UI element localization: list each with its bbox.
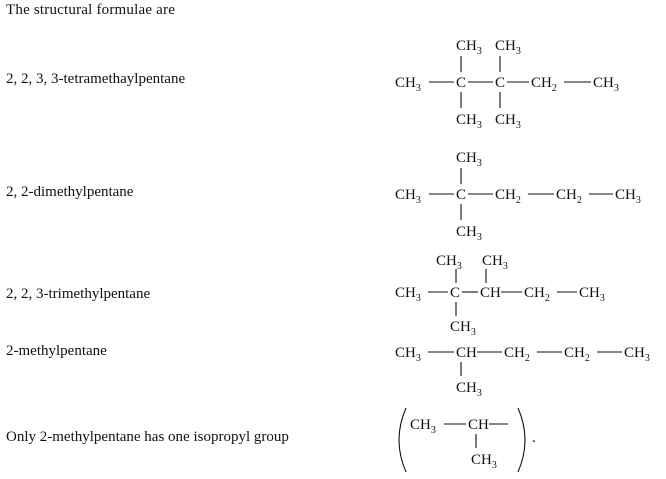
formula-3-top-group-2: $CH_3$ — [482, 253, 508, 272]
formula-3-main-group-2: C — [450, 285, 461, 301]
structural-formula-2 — [390, 142, 660, 247]
formula-1-main-group-3: C — [495, 75, 506, 91]
formula-4-main-group-3: $CH_2$ — [504, 345, 530, 364]
compound-name-3: 2, 2, 3-trimethylpentane — [6, 286, 151, 302]
isopropyl-main-group-2: CH — [468, 417, 489, 433]
formula-2-main-group-2: C — [456, 187, 467, 203]
formula-2-main-group-5: $CH_3$ — [615, 187, 641, 206]
formula-3-top-group-1: $CH_3$ — [436, 253, 462, 272]
formula-4-main-group-5: $CH_3$ — [624, 345, 650, 364]
formula-4-main-group-2: CH — [456, 345, 477, 361]
compound-name-1: 2, 2, 3, 3-tetramethaylpentane — [6, 71, 186, 87]
formula-3-main-group-3: CH — [480, 285, 501, 301]
formula-period: . — [532, 430, 536, 446]
conclusion-text: Only 2-methylpentane has one isopropyl group — [6, 429, 289, 445]
formula-2-main-group-1: $CH_3$ — [395, 187, 421, 206]
formula-2-bottom-group-1: $CH_3$ — [456, 224, 482, 243]
structural-formula-3 — [390, 245, 650, 345]
formula-3-main-group-1: $CH_3$ — [395, 285, 421, 304]
formula-2-main-group-4: $CH_2$ — [556, 187, 582, 206]
formula-3-bottom-group-1: $CH_3$ — [450, 319, 476, 338]
formula-3-main-group-5: $CH_3$ — [579, 285, 605, 304]
compound-name-4: 2-methylpentane — [6, 343, 107, 359]
formula-4-bottom-group-1: $CH_3$ — [456, 380, 482, 399]
left-parenthesis — [399, 408, 406, 472]
formula-4-main-group-1: $CH_3$ — [395, 345, 421, 364]
formula-1-top-group-1: $CH_3$ — [456, 38, 482, 57]
formula-4-main-group-4: $CH_2$ — [564, 345, 590, 364]
structural-formula-4 — [390, 332, 664, 402]
formula-1-bottom-group-1: $CH_3$ — [456, 112, 482, 131]
formula-1-main-group-4: $CH_2$ — [531, 75, 557, 94]
compound-name-2: 2, 2-dimethylpentane — [6, 184, 134, 200]
formula-2-main-group-3: $CH_2$ — [495, 187, 521, 206]
isopropyl-bottom-group-1: $CH_3$ — [471, 452, 497, 471]
formula-1-main-group-1: $CH_3$ — [395, 75, 421, 94]
isopropyl-formula — [392, 404, 562, 479]
formula-1-bottom-group-2: $CH_3$ — [495, 112, 521, 131]
formula-2-top-group-1: $CH_3$ — [456, 150, 482, 169]
isopropyl-main-group-1: $CH_3$ — [410, 417, 436, 436]
formula-1-main-group-5: $CH_3$ — [593, 75, 619, 94]
intro-text: The structural formulae are — [6, 2, 176, 18]
formula-3-main-group-4: $CH_2$ — [524, 285, 550, 304]
formula-1-main-group-2: C — [456, 75, 467, 91]
formula-1-top-group-2: $CH_3$ — [495, 38, 521, 57]
right-parenthesis — [518, 408, 525, 472]
structural-formula-1 — [390, 30, 650, 135]
